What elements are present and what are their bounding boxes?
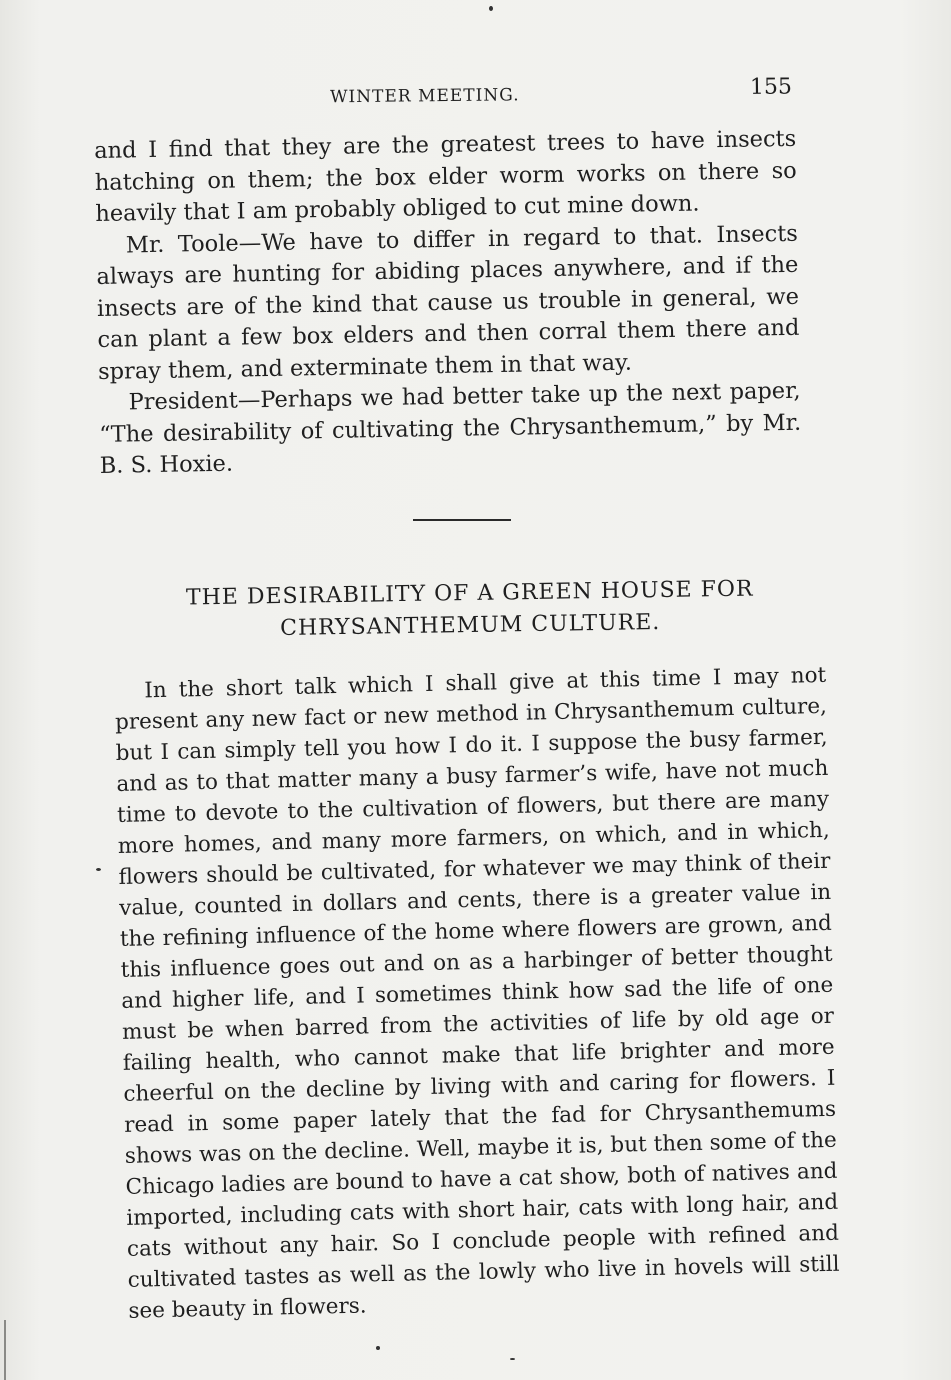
article-title-line: CHRYSANTHEMUM CULTURE. bbox=[279, 610, 661, 641]
ink-speck bbox=[510, 1358, 515, 1360]
ink-speck bbox=[96, 868, 101, 871]
section-divider bbox=[413, 519, 511, 521]
article-title bbox=[110, 572, 831, 647]
running-head bbox=[100, 74, 800, 111]
page-edge-mark bbox=[4, 1320, 6, 1380]
discussion-paragraph: Mr. Toole—We have to differ in regard to that. Insects always are hunting for abiding places anywhere, and if the insects are of the kind that cause us trouble in general, we can plant a few box elders and then corral them there and spray them, and exterminate them in that way. bbox=[96, 220, 800, 385]
discussion-paragraph: President—Perhaps we had better take up the next paper, “The desirability of cultivating the Chrysanthemum,” by Mr. B. S. Hoxie. bbox=[98, 377, 802, 479]
discussion-text bbox=[94, 124, 802, 483]
running-title: WINTER MEETING. bbox=[329, 85, 520, 108]
article-title-line: THE DESIRABILITY OF A GREEN HOUSE FOR bbox=[185, 576, 754, 611]
discussion-paragraph: and I find that they are the greatest trees to have insects hatching on them; the box elder worm works on there so heavily that I am probably obliged to cut mine down. bbox=[94, 125, 797, 227]
article-body bbox=[114, 660, 841, 1327]
ink-speck bbox=[489, 6, 493, 11]
ink-speck bbox=[376, 1346, 380, 1350]
article-paragraph: In the short talk which I shall give at this time I may not present any new fact or new method in Chrysanthemum culture, but I can simply tell you how I do it. I suppose the busy farmer, and as to that matter many a busy farmer’s wife, have not much time to devote to the cultivation of flowers, but there are many more homes, and many more farmers, on which, and in which, flowers should be cultivated, for whatever we may think of their value, counted in dollars and cents, there is a greater value in the refining influence of the home where flowers are grown, and this influence goes out and on as a harbinger of better thought and higher life, and I sometimes think how sad the life of one must be when barred from the activities of life by old age or failing health, who cannot make that life brighter and more cheerful on the decline by living with and caring for flowers. I read in some paper lately that the fad for Chrysanthemums shows was on the decline. Well, maybe it is, but then some of the Chicago ladies are bound to have a cat show, both of natives and imported, including cats with short hair, cats with long hair, and cats without any hair. So I conclude people with refined and cultivated tastes as well as the lowly who live in hovels will still see beauty in flowers. bbox=[114, 662, 840, 1324]
page-number: 155 bbox=[749, 74, 793, 100]
